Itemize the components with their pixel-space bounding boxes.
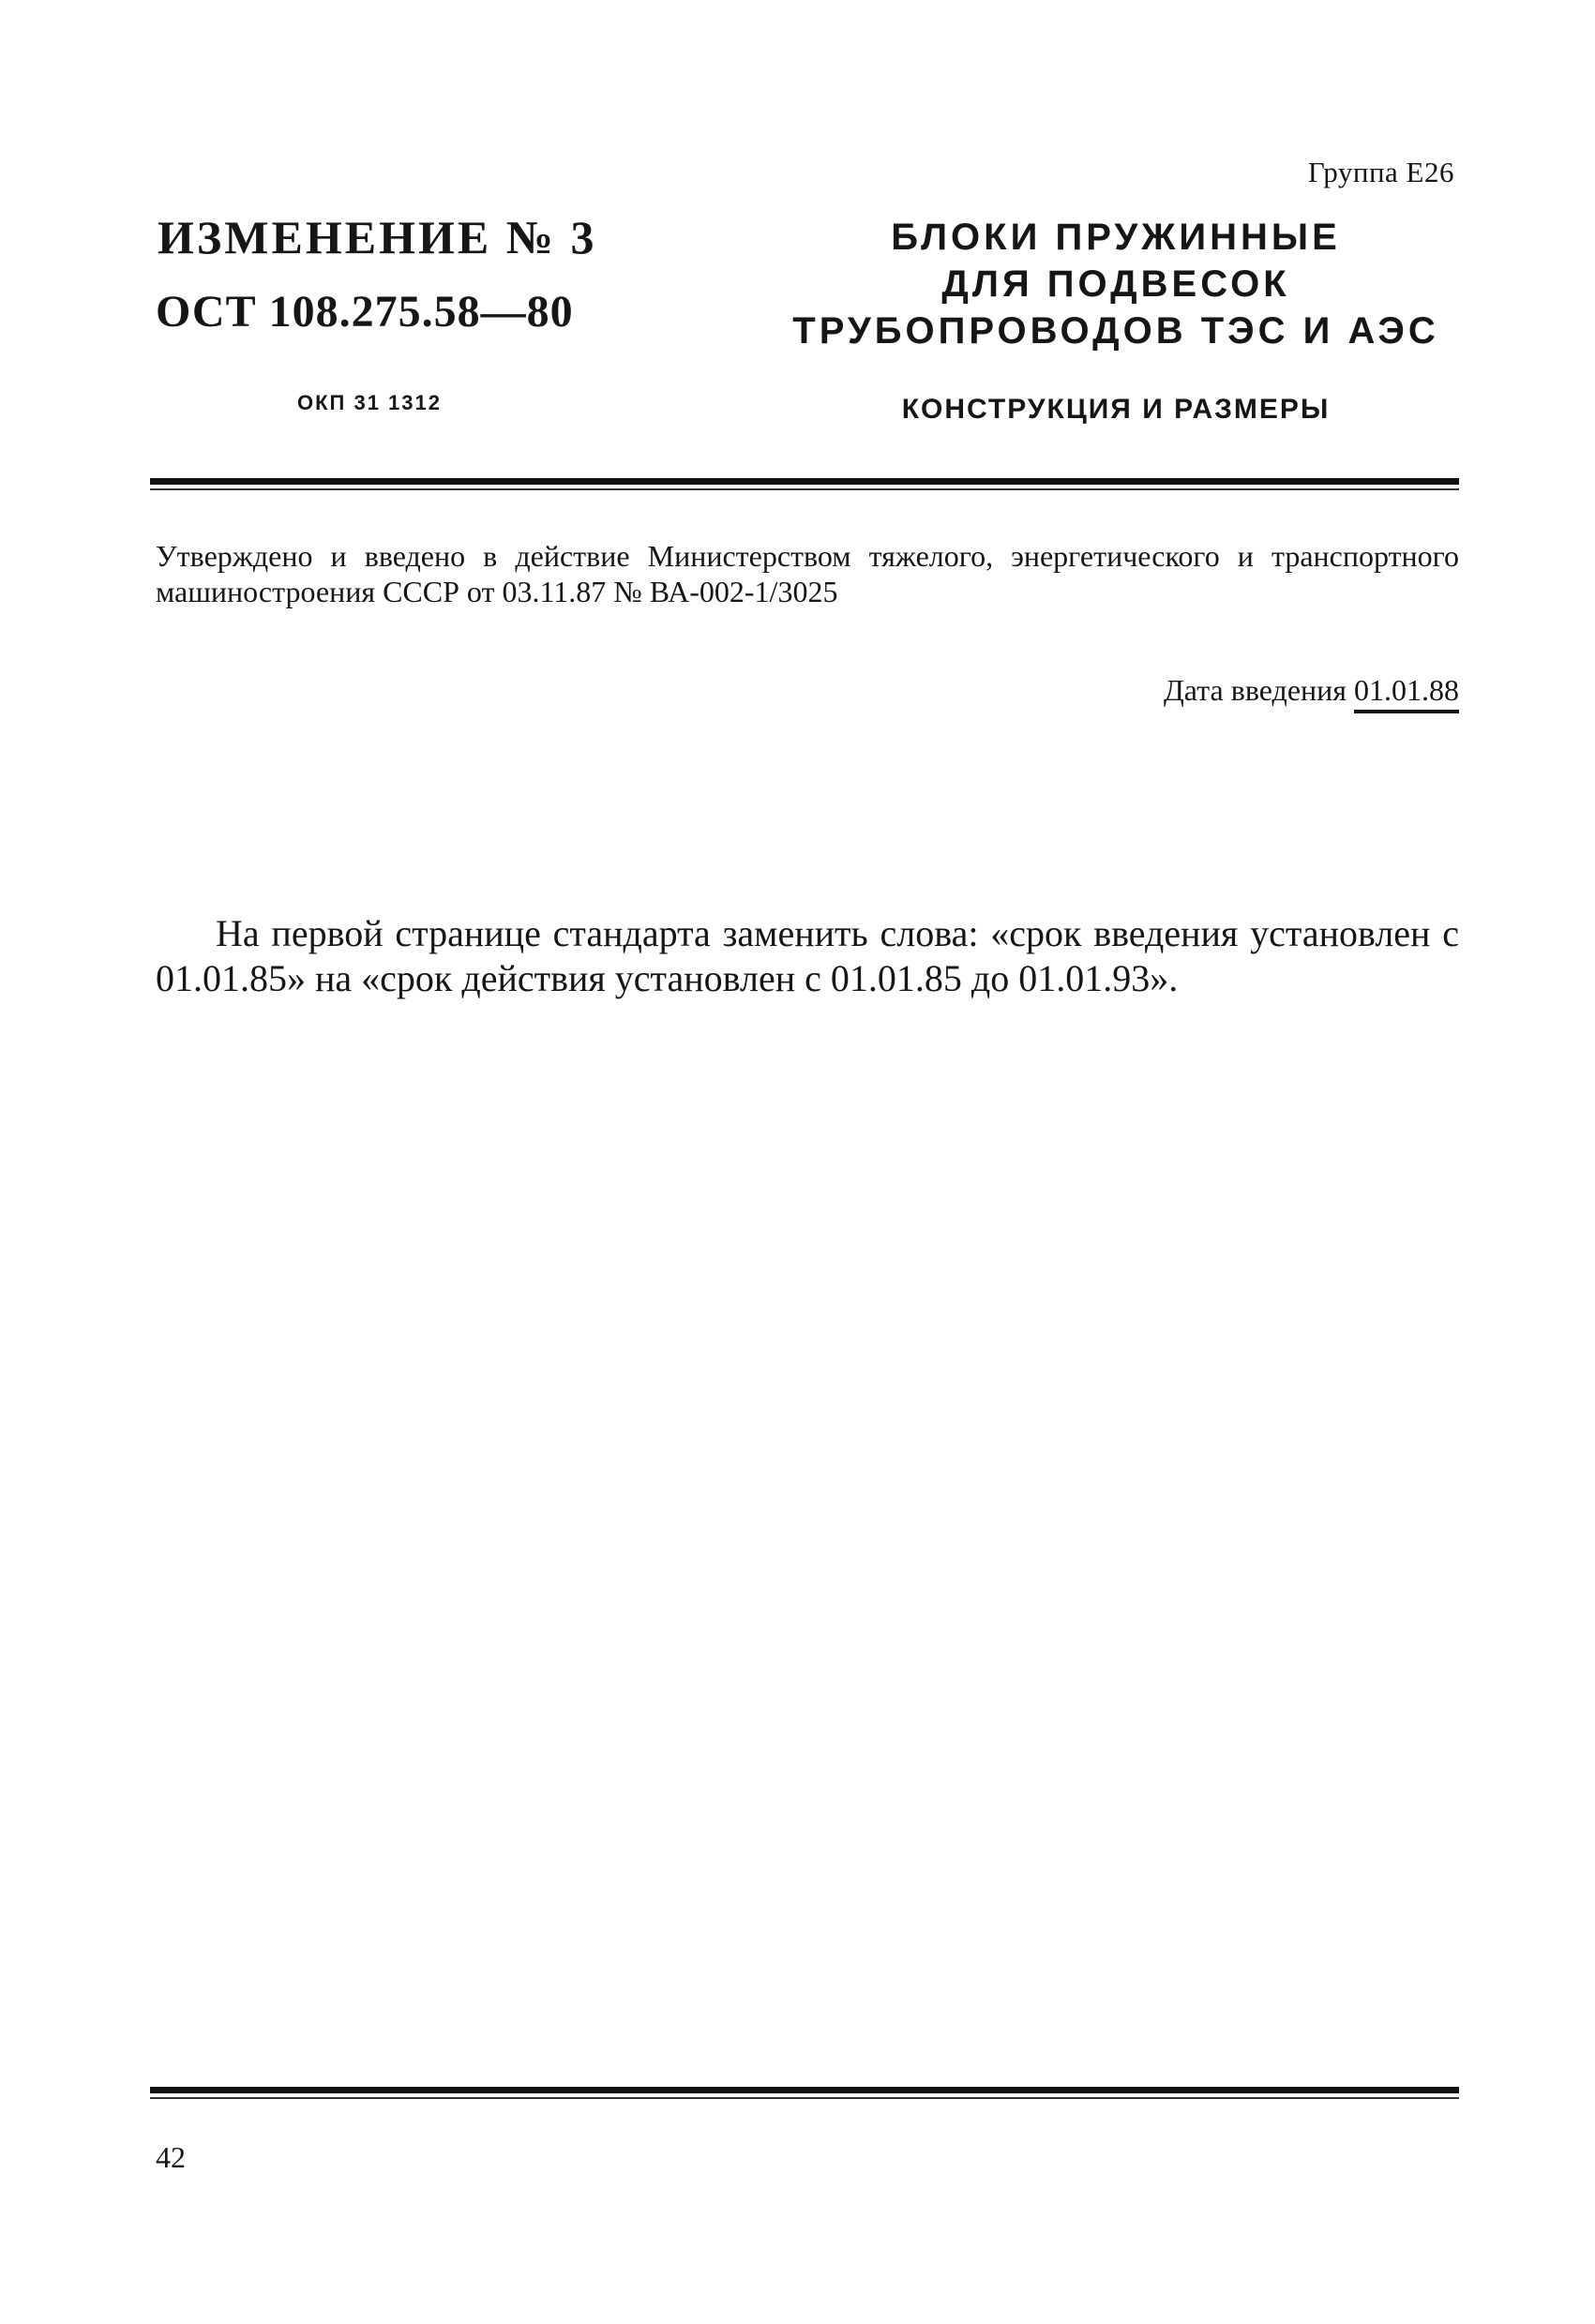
product-title-line-3: ТРУБОПРОВОДОВ ТЭС И АЭС [792,310,1439,352]
product-title-line-1: БЛОКИ ПРУЖИННЫЕ [891,217,1341,258]
header-rule-thick [150,478,1459,485]
okp-code: ОКП 31 1312 [297,391,442,414]
product-title [769,214,1463,354]
footer-rule-thin [150,2097,1459,2099]
footer-rule-thick [150,2087,1459,2093]
effective-date-label: Дата введения [1163,673,1347,707]
product-subtitle: КОНСТРУКЦИЯ И РАЗМЕРЫ [901,394,1331,425]
product-title-line-2: ДЛЯ ПОДВЕСОК [941,263,1290,305]
amendment-text: На первой странице стандарта заменить слова: «срок введения установлен с 01.01.85» на «срок действия установлен с 01.01.85 до 01.01.93». [156,912,1459,999]
header-rule-thin [150,488,1459,490]
page-number: 42 [156,2140,186,2174]
standard-number: ОСТ 108.275.58—80 [156,287,574,337]
effective-date [1164,673,1459,713]
effective-date-value: 01.01.88 [1354,673,1459,713]
change-title: ИЗМЕНЕНИЕ № 3 [158,211,597,263]
approval-statement: Утверждено и введено в действие Министерством тяжелого, энергетического и транспортного машиностроения СССР от 03.11.87 № ВА-002-1/3025 [156,539,1459,608]
classification-group: Группа Е26 [1307,156,1454,188]
